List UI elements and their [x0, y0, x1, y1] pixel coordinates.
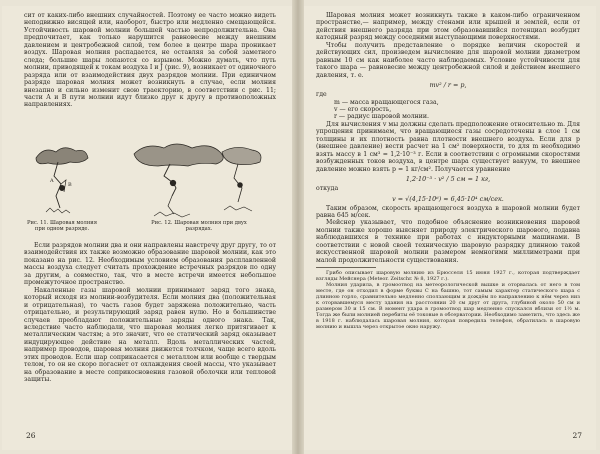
left-paragraph-3: Накаленные газы шаровой молнии принимают заряд того знака, который исходя из молнии-возбудителя. Если молния два (положительная и отрицательная), то часть газов будет заряжена положительно, часть отрицательно, и результирующий заряд равен нулю. Но в большинстве случаев преобладают положительные заряды одного знака. Так, вследствие часто наблюдали, что шаровая молния легко притягивает к металлическим частям; а это значит, что ее статический заряд оказывает индуцирующее действие на металл. Вдоль металлических частей, например проводов, шаровая молния движется толчком, чаще всего вдоль этих проводов. Если шар соприкасается с металлом или вообще с твердым телом, то он не скоро погаснет от охлаждения своей массы, что указывает на образование в месте соприкосновения газовой оболочки или тепловой защиты.	[24, 286, 276, 384]
right-paragraph-1: Шаровая молния может возникнуть также в каком-либо ограниченном пространстве,— например, между стенами или крышей и землей, если от действия внешнего разряда при этом образовавшийся потенциал возбудит катодный разряд между соседними выступающими поверхностями.	[316, 12, 580, 42]
figure-11	[36, 148, 88, 213]
figure-12-caption: Рис. 12. Шаровая молния при двух разрядах.	[151, 220, 247, 233]
formula-equilibrium: mv² / r = p,	[429, 81, 467, 90]
definition-list	[334, 99, 580, 121]
where-label: где	[316, 91, 327, 99]
right-paragraph-5: Мейснер указывает, что подобное объяснение возникновения шаровой молнии также хорошо выясняет природу электрического шарового, подавна наблюдавшихся в технике при работах с индукторными машинами. В соответствии с новой своей техническую шаровую разрядку длинною такой искусственной шаровой молнии размером немногими миллиметрами при малой продолжительности существования.	[316, 219, 580, 264]
figure-11-caption: Рис. 11. Шаровая молния при одном разряде.	[26, 220, 98, 233]
right-page-number: 27	[572, 431, 582, 440]
formula-velocity: v = √(4,15·10⁶) ≈ 6,45·10⁴ см/сек.	[392, 194, 504, 203]
svg-text:B: B	[68, 182, 72, 188]
left-page-number: 26	[26, 431, 36, 440]
formula-pressure: 1,2·10⁻³ · v² / 5 см = 1 кг,	[405, 175, 491, 184]
footnote-divider	[316, 267, 376, 268]
footnote-2: Молния ударила, в громоотвод на метеорологической вышке и оторвалась от него в том месте, где он отходил в форме буквы С на башню, тот самым характер статического шара с длинною горло, сравнительно медленно сползающим и дождём по направлению к нём через низ к оторвавшемуся месту здания на расстоянии 20 см друг от друга, глубиной около 50 см и размером 30 и 15 см. В момент удара в громоотвод шар медленно спускался вблизи от 1½ м. Тогда же были молнией перебиты её токовые в обсерватории. Необходимо заметить, что здесь же в 1918 г. наблюдалась шаровая молния, которая повредила телефон, обратилась в шаровую молнию и вышла через открытое окно наружу.	[316, 282, 580, 331]
footnote-1: Грибо описывает шаровую молнию из Брюсселя 15 июня 1927 г., которая подтверждает взгляды Мейснера (Meteor. Zeitschr. № 8, 1927 г.).	[316, 270, 580, 283]
figures-area	[24, 136, 276, 238]
right-paragraph-2: Чтобы получить представление о порядке величин скоростей и действующих сил, произведем вычисление для шаровой молнии диаметром равным 10 см как наиболее часто наблюдаемых. Условие устойчивости для такого шара — равновесие между центробежной силой и действием внешнего давления, т. е.	[316, 41, 580, 79]
left-paragraph-2: Если разрядов молнии два и они направлены навстречу друг другу, то от взаимодействия их также возможно образование шаровой молнии, как это показано на рис. 12. Необходимым условием образования расплавленной массы воздуха следует считать прохождение встречных разрядов по одну за другим, а совместно, так, что в месте встречи имеется небольшое промежуточное пространство.	[24, 242, 276, 287]
svg-text:A: A	[50, 178, 54, 184]
left-paragraph-1: сит от каких-либо внешних случайностей. Поэтому ее часто можно видеть неподвижно висящей или, наоборот, быстро или медленно смещающейся. Устойчивость шаровой молнии большей частью непродолжительна. Она предпочитает, как только нарушится равновесие между внешним давлением и центробежной силой, тем более в центре шара проникает воздух. Шаровая молния распадается, не оставляя за собой заметного следа; большие шары лопаются со взрывом. Можно думать, что путь молнии, приводящей к токам воздуха I и J (рис. 9), возникает от одиночного разряда или от взаимодействия двух разрядов молнии. При единичном разряде шаровая молния может возникнуть в случае, если молния внезапно и сильно изменит свою траекторию, в соответствии с рис. 11; части A и B пути молнии идут близко друг к другу в противоположных направлениях.	[24, 12, 277, 109]
left-top-text	[24, 12, 276, 109]
left-page	[2, 6, 292, 450]
right-paragraph-4: Таким образом, скорость вращающегося воздуха в шаровой молнии будет равна 645 м/сек.	[316, 204, 580, 219]
right-paragraph-3: Для вычисления v мы должны сделать предположение относительно m. Для упрощения принимаем, что вращающиеся газы сосредоточены в слое 1 см толщины и их плотность равна плотности внешнего воздуха. Если для p (внешнее давление) вести расчет на 1 см² поверхности, то для m необходимо взять массу в 1 см³ = 1,2·10⁻³ г. Если в соответствии с огромными скоростями возбужденных токов воздуха, в центре шара существует вакуум, то внешнее давление можно взять p = 1 кг/см². Получается уравнение	[316, 120, 580, 173]
book-gutter	[292, 0, 304, 454]
right-text	[316, 12, 580, 330]
definition-v: v — его скорость,	[334, 105, 392, 113]
left-bottom-text	[24, 242, 276, 384]
otkuda-label: откуда	[316, 185, 339, 193]
definition-m: m — масса вращающегося газа,	[334, 98, 439, 106]
right-page	[304, 6, 596, 450]
definition-r: r — радиус шаровой молнии.	[334, 113, 429, 121]
figure-12	[134, 144, 261, 217]
